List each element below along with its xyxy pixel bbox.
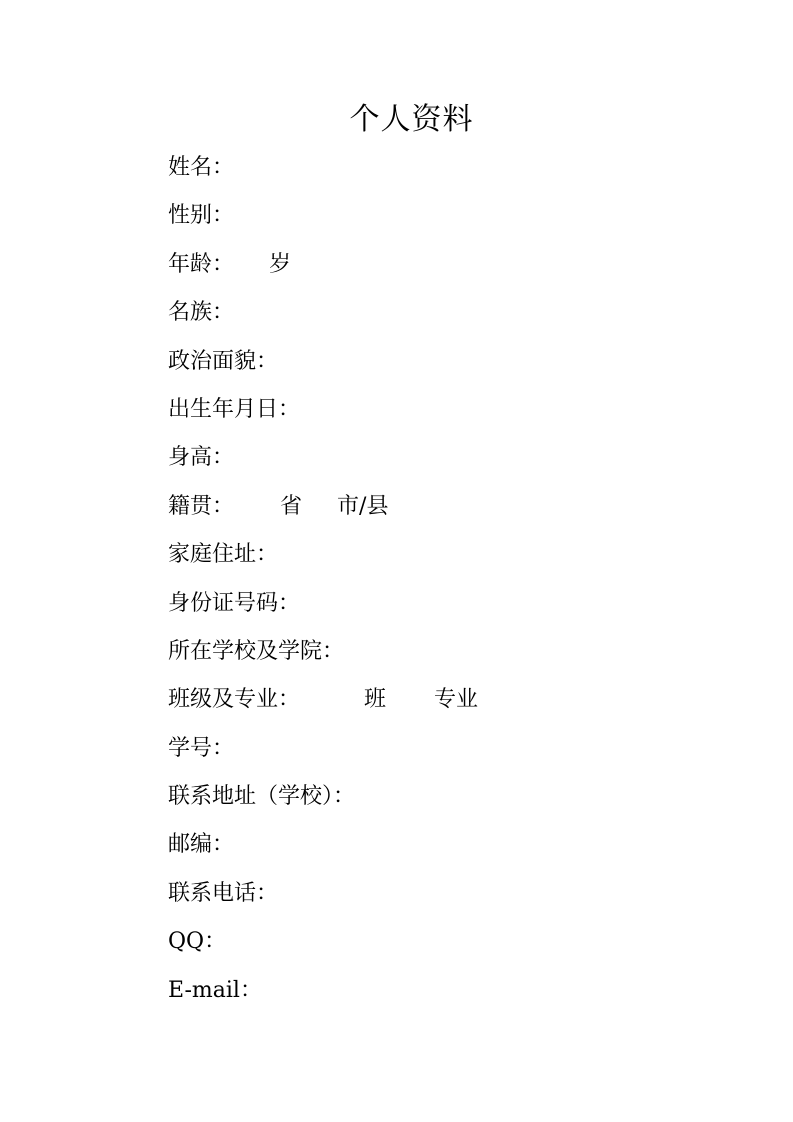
field-birth-date-label: 出生年月日： [168,396,301,422]
field-native-place [168,489,478,537]
field-name-label: 姓名： [168,155,235,180]
field-native-place-city: 市/县 [337,493,389,519]
field-gender [168,198,478,246]
field-name [168,150,478,198]
field-email [168,973,478,1021]
field-height [168,440,478,488]
field-phone-label: 联系电话： [168,880,279,906]
document-title: 个人资料 [349,102,474,137]
field-qq [168,924,478,972]
field-class-major [168,682,478,730]
field-native-place-label: 籍贯： [168,493,235,519]
field-political-status-label: 政治面貌： [168,348,279,374]
field-id-number [168,586,478,634]
field-birth-date [168,392,478,440]
field-phone [168,876,478,924]
field-class-major-major: 专业 [434,687,479,713]
field-student-id [168,731,478,779]
personal-info-list [168,150,478,1021]
field-class-major-label: 班级及专业： [168,687,301,713]
field-home-address [168,537,478,585]
field-email-label: E-mail： [168,977,262,1003]
field-ethnicity [168,295,478,343]
field-age [168,247,478,295]
field-id-number-label: 身份证号码： [168,590,301,616]
field-class-major-class: 班 [364,687,387,713]
field-student-id-label: 学号： [168,735,235,761]
field-home-address-label: 家庭住址： [168,542,279,568]
field-political-status [168,344,478,392]
field-age-unit: 岁 [269,251,292,277]
field-ethnicity-label: 名族： [168,300,235,326]
field-native-place-province: 省 [280,493,303,519]
field-age-label: 年龄： [168,251,235,277]
field-postal-code-label: 邮编： [168,832,235,858]
field-postal-code [168,827,478,875]
field-school-college [168,634,478,682]
field-school-address [168,779,478,827]
field-gender-label: 性别： [168,203,235,229]
field-qq-label: QQ： [168,929,227,955]
field-school-address-label: 联系地址（学校）： [168,784,356,810]
field-school-college-label: 所在学校及学院： [168,638,345,664]
field-height-label: 身高： [168,445,235,471]
